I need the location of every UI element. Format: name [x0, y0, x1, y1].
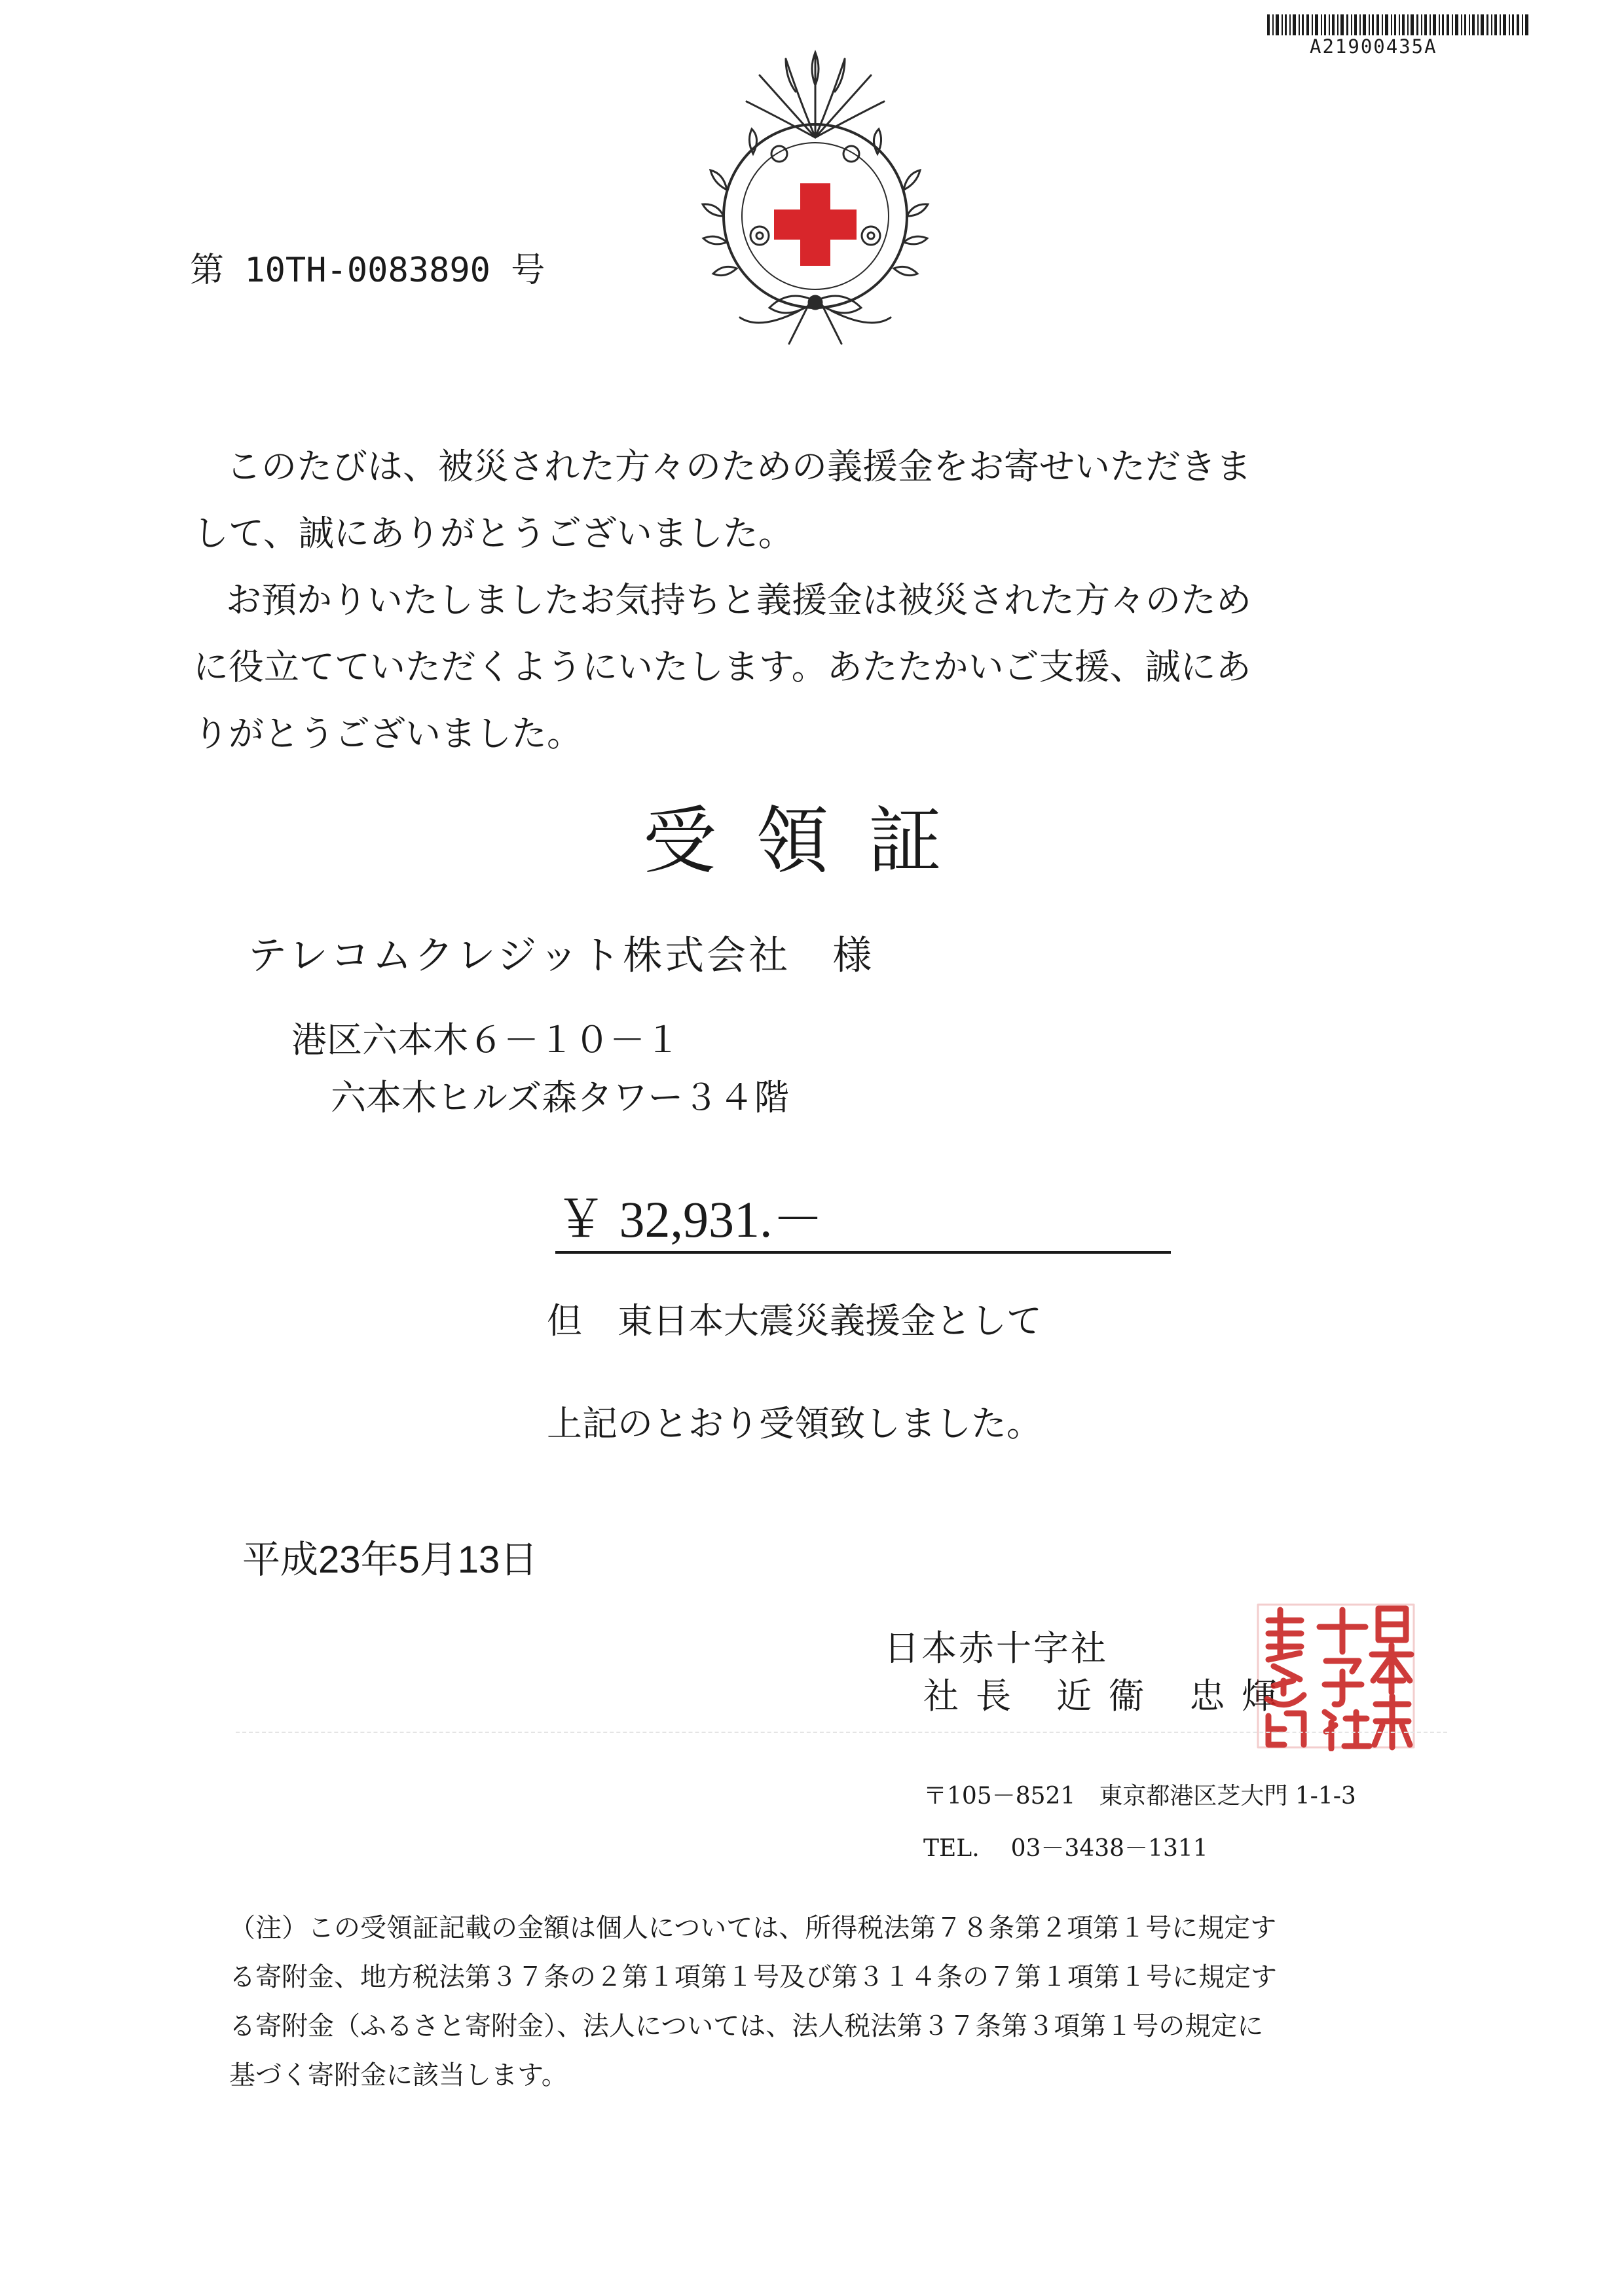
issuer-organization: 日本赤十字社 — [884, 1628, 1108, 1669]
message-line: お預かりいたしましたお気持ちと義援金は被災された方々のため — [226, 579, 1251, 621]
address-line-2: 六本木ヒルズ森タワー３４階 — [331, 1077, 790, 1118]
divider — [236, 1732, 1447, 1733]
issuer-address: 〒105－8521 東京都港区芝大門 1-1-3 — [923, 1783, 1356, 1810]
recipient-address — [291, 1011, 789, 1127]
document-number: 第 10TH-0083890 号 — [190, 251, 545, 290]
tel-label: TEL. — [923, 1835, 980, 1862]
message-line: このたびは、被災された方々のための義援金をお寄せいただきま — [226, 446, 1251, 487]
note-line: る寄附金、地方税法第３７条の２第１項第１号及び第３１４条の７第１項第１号に規定す — [229, 1962, 1277, 1992]
address-line-1: 港区六本木６－１０－１ — [291, 1019, 680, 1061]
tel-number: 03－3438－1311 — [1010, 1835, 1208, 1862]
note-line: （注）この受領証記載の金額は個人については、所得税法第７８条第２項第１号に規定す — [229, 1913, 1277, 1943]
note-line: る寄附金（ふるさと寄附金）、法人については、法人税法第３７条第３項第１号の規定に — [229, 2011, 1264, 2041]
issuer-phone — [923, 1830, 1208, 1863]
tax-note — [229, 1904, 1408, 2100]
message-line: して、誠にありがとうございました。 — [193, 513, 794, 554]
issuer-president: 社長 近衞 忠煇 — [923, 1675, 1295, 1717]
donation-amount: ￥ 32,931.－ — [555, 1188, 1171, 1254]
donation-purpose: 但 東日本大震災義援金として — [547, 1300, 1042, 1341]
official-seal-stamp — [1254, 1601, 1418, 1751]
red-cross-crest-emblem — [688, 39, 943, 360]
message-line: に役立てていただくようにいたします。あたたかいご支援、誠にあ — [193, 646, 1251, 687]
receipt-title: 受領証 — [643, 799, 981, 884]
issue-date: 平成23年5月13日 — [242, 1539, 538, 1581]
recipient-name: テレコムクレジット株式会社 様 — [248, 933, 875, 979]
serial-code: A21900435A — [1310, 35, 1437, 58]
thank-you-message — [193, 433, 1405, 767]
message-line: りがとうございました。 — [193, 713, 582, 754]
receipt-confirmation: 上記のとおり受領致しました。 — [547, 1403, 1042, 1444]
note-line: 基づく寄附金に該当します。 — [229, 2060, 568, 2090]
